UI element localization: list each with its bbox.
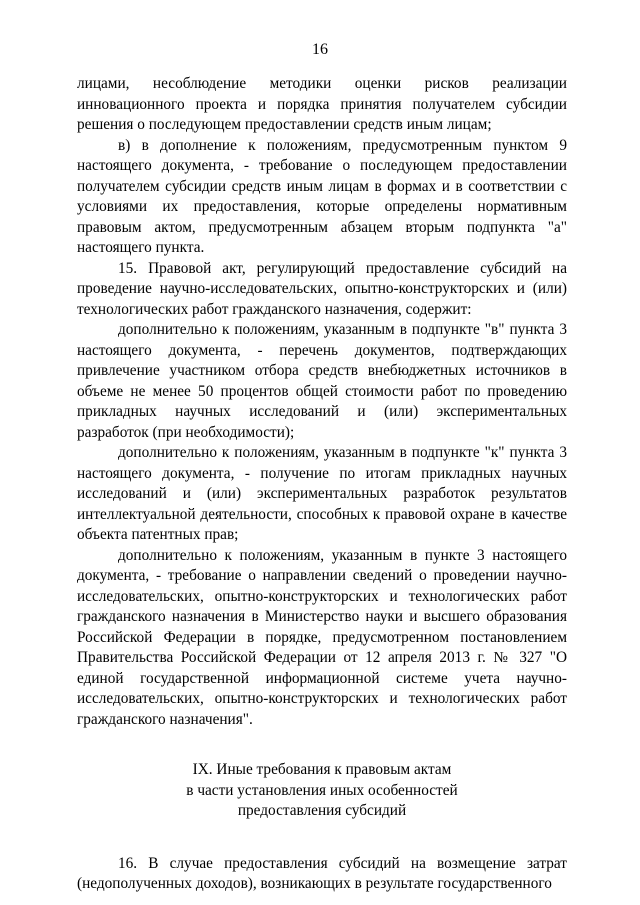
- paragraph-addition-k: дополнительно к положениям, указанным в подпункте "к" пункта 3 настоящего документа, - получение по итогам прикладных научных исследований и (или) экспериментальных разработок результатов интеллектуальной деятельности, способных к правовой охране в качестве объекта патентных прав;: [77, 444, 567, 543]
- paragraph-item-16: 16. В случае предоставления субсидий на возмещение затрат (недополученных доходов), возникающих в результате государственного: [77, 854, 567, 892]
- section-heading-line: предоставления субсидий: [237, 802, 407, 819]
- page-number: 16: [312, 41, 328, 58]
- section-heading-line: IX. Иные требования к правовым актам: [192, 761, 452, 778]
- section-heading-line: в части установления иных особенностей: [186, 781, 458, 799]
- section-heading: [77, 760, 567, 822]
- paragraph-addition-v: дополнительно к положениям, указанным в подпункте "в" пункта 3 настоящего документа, - перечень документов, подтверждающих привлечение участником отбора средств внебюджетных источников в объеме не менее 50 процентов общей стоимости работ по проведению прикладных научных исследований и (или) экспериментальных разработок (при необходимости);: [77, 321, 567, 441]
- paragraph-subitem-v: в) в дополнение к положениям, предусмотренным пунктом 9 настоящего документа, - требование о последующем предоставлении получателем субсидии средств иным лицам в формах и в соответствии с условиями их предоставления, которые определены нормативным правовым актом, предусмотренным абзацем вторым подпункта "а" настоящего пункта.: [77, 136, 567, 256]
- document-body: [77, 74, 567, 895]
- paragraph-item-15: 15. Правовой акт, регулирующий предоставление субсидий на проведение научно-исследовательских, опытно-конструкторских и (или) технологических работ гражданского назначения, содержит:: [77, 259, 567, 318]
- paragraph-continuation: лицами, несоблюдение методики оценки рисков реализации инновационного проекта и порядка принятия получателем субсидии решения о последующем предоставлении средств иным лицам;: [77, 75, 567, 133]
- paragraph-addition-3: дополнительно к положениям, указанным в пункте 3 настоящего документа, - требование о направлении сведений о проведении научно-исследовательских, опытно-конструкторских и технологических работ гражданского назначения в Министерство науки и высшего образования Российской Федерации в порядке, предусмотренном постановлением Правительства Российской Федерации от 12 апреля 2013 г. № 327 "О единой государственной информационной системе учета научно-исследовательских, опытно-конструкторских и технологических работ гражданского назначения".: [77, 546, 567, 728]
